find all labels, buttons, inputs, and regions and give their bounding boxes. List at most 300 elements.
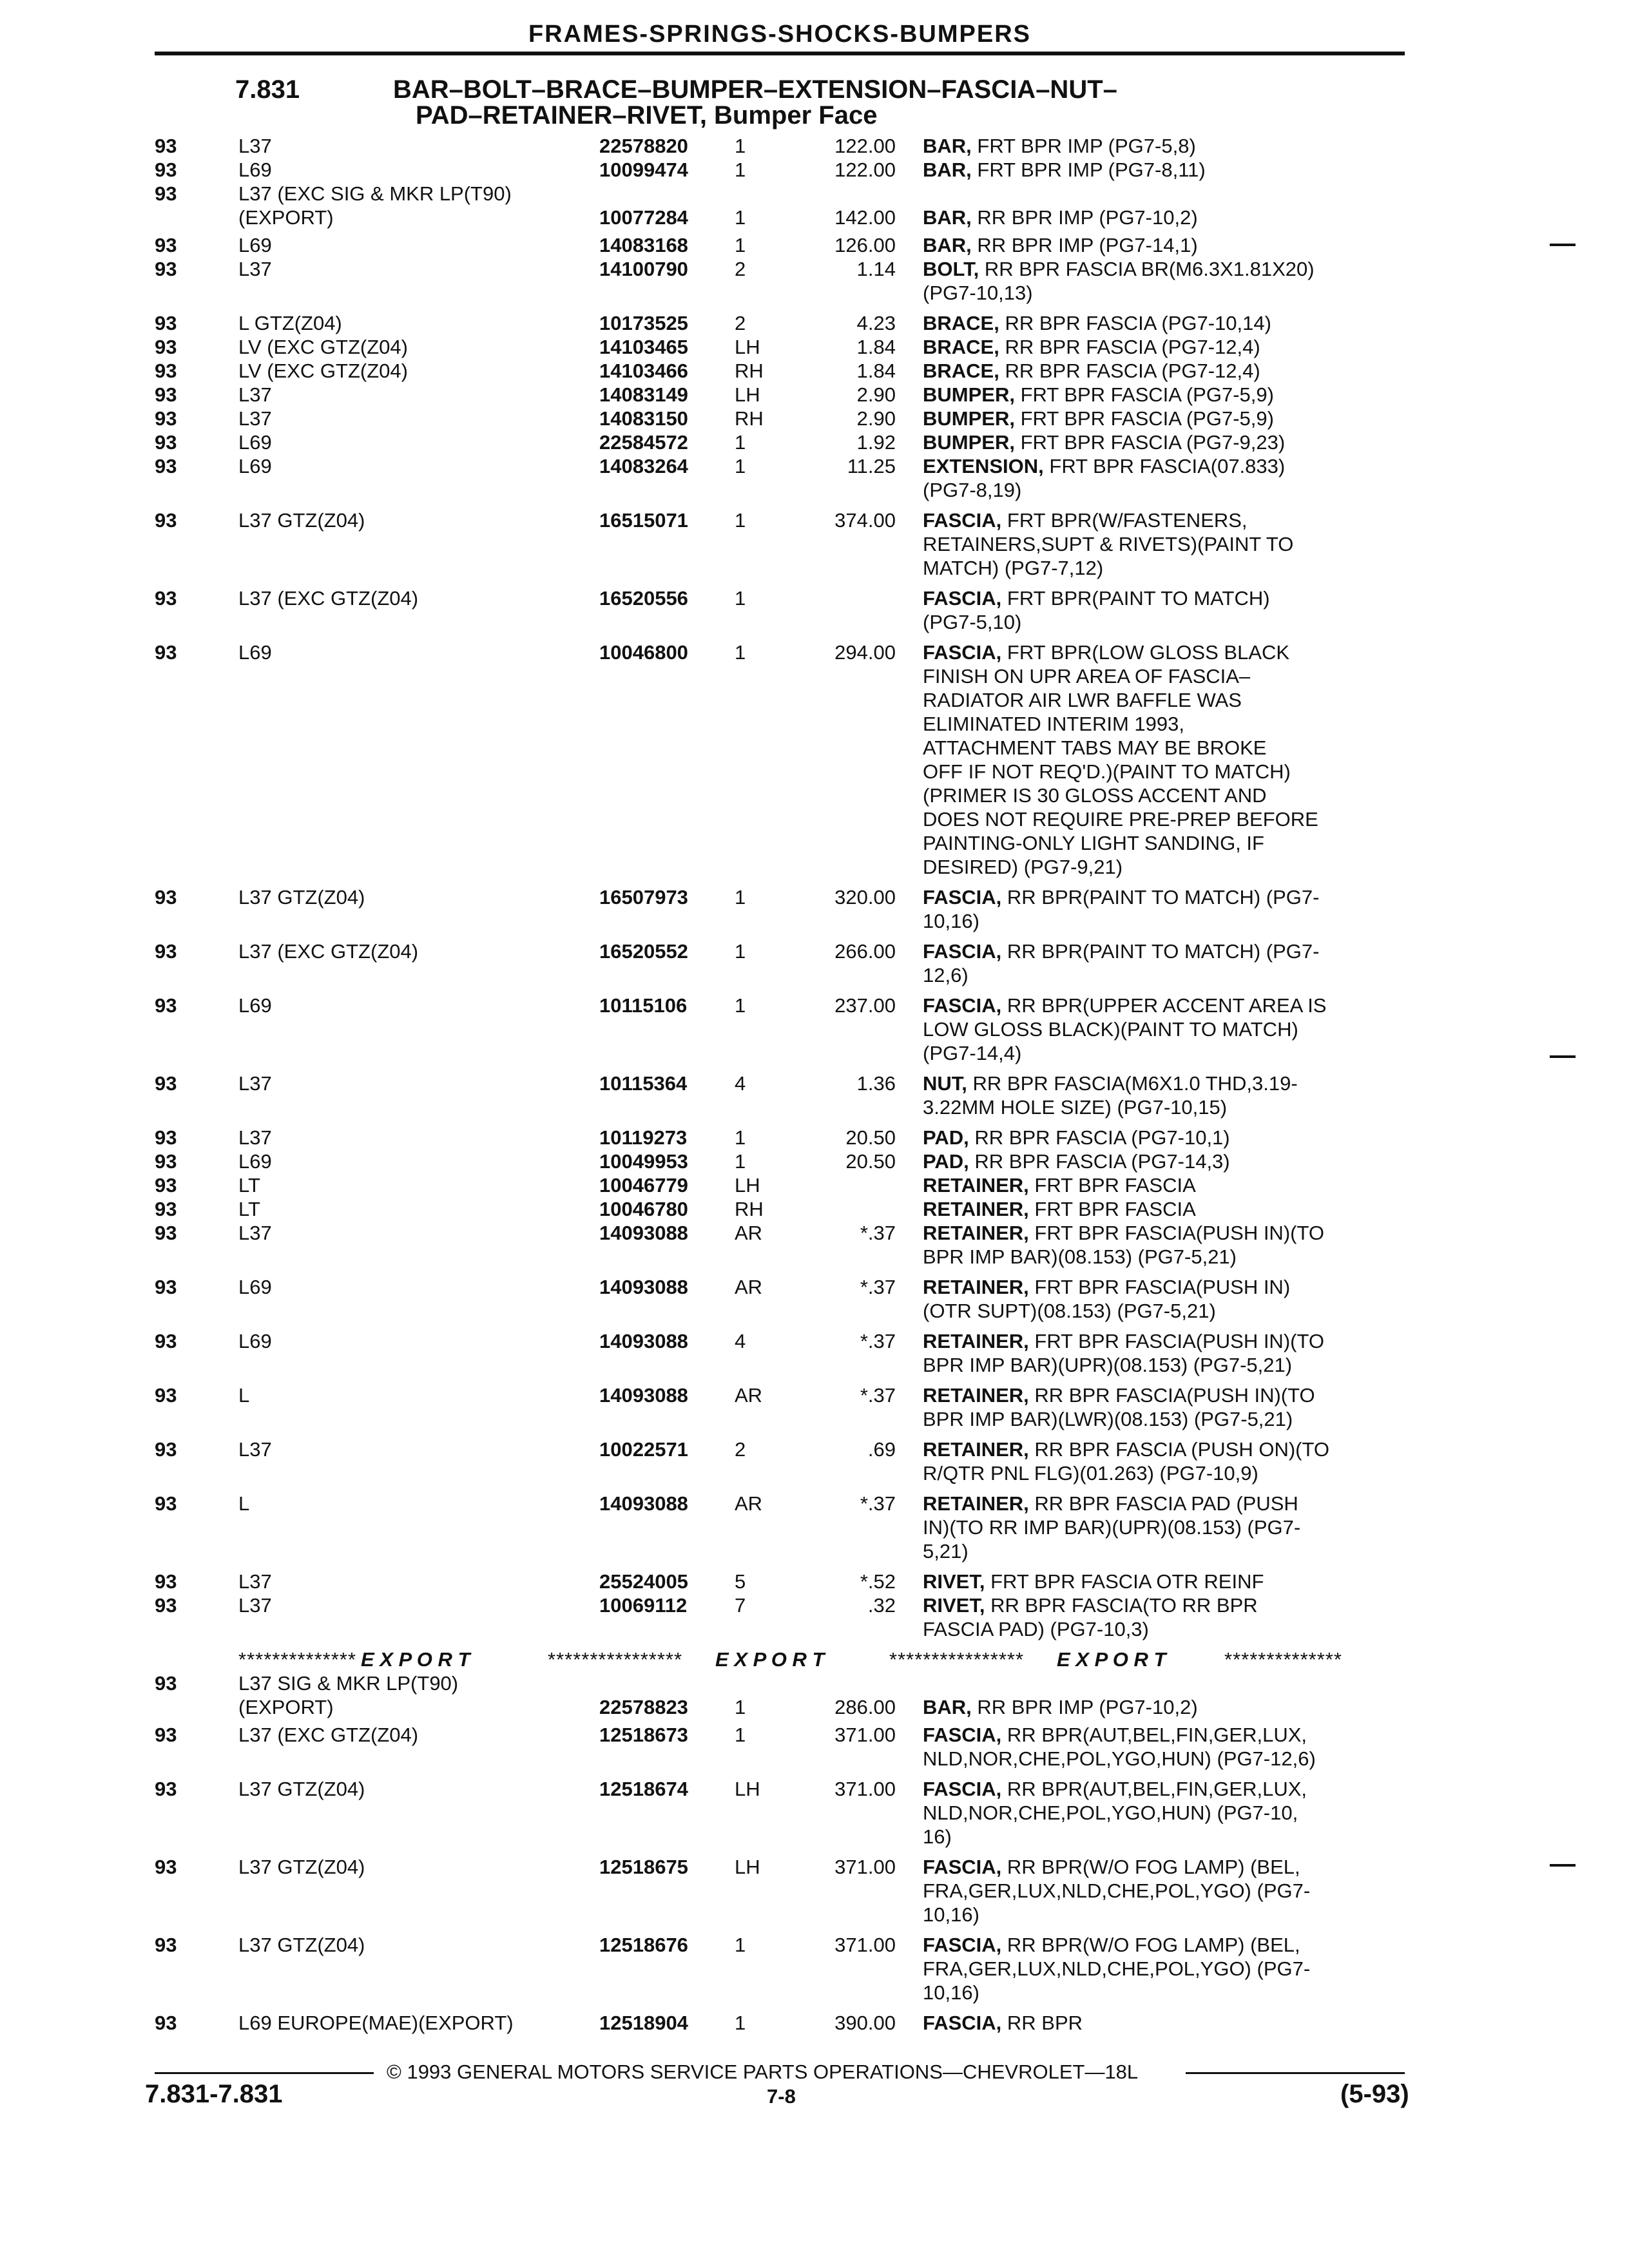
quantity: 1 <box>735 1724 746 1746</box>
part-description <box>923 1383 1403 1431</box>
price: 126.00 <box>834 234 896 256</box>
description-text: RR BPR IMP (PG7-10,2) <box>977 1696 1198 1718</box>
description-text: NLD,NOR,CHE,POL,YGO,HUN) (PG7-10, <box>923 1802 1298 1824</box>
table-row <box>0 2011 1629 2035</box>
model-code-line: L69 <box>238 234 272 256</box>
description-line <box>923 807 1403 831</box>
part-description <box>923 1695 1403 1719</box>
model-code <box>238 586 590 610</box>
description-line <box>923 1933 1403 1957</box>
model-code <box>238 1126 590 1149</box>
description-line <box>923 736 1403 760</box>
model-code-line: L37 (EXC GTZ(Z04) <box>238 940 419 963</box>
model-code <box>238 508 590 532</box>
description-text: (PG7-5,10) <box>923 611 1022 633</box>
part-number: 14093088 <box>599 1222 688 1244</box>
description-text: FRT BPR IMP (PG7-8,11) <box>977 159 1206 181</box>
model-code <box>238 182 590 229</box>
table-row <box>0 1777 1629 1855</box>
page-header <box>155 19 1405 55</box>
description-text: 10,16) <box>923 1981 979 2004</box>
quantity: 1 <box>735 206 746 229</box>
model-code-line: L69 <box>238 431 272 454</box>
description-text: FRT BPR FASCIA (PG7-9,23) <box>1020 431 1286 454</box>
model-year: 93 <box>155 509 177 532</box>
table-row <box>0 1593 1629 1648</box>
description-text: RR BPR FASCIA(M6X1.0 THD,3.19- <box>972 1072 1298 1095</box>
quantity: LH <box>735 1856 760 1878</box>
price: 11.25 <box>847 455 896 477</box>
quantity: 1 <box>735 641 746 664</box>
description-text: RR BPR(UPPER ACCENT AREA IS <box>1007 994 1327 1017</box>
table-row <box>0 1437 1629 1492</box>
margin-mark <box>1550 244 1576 246</box>
description-line <box>923 478 1403 502</box>
model-code <box>238 1777 590 1801</box>
description-line <box>923 1329 1403 1353</box>
quantity: 1 <box>735 940 746 963</box>
export-label: E X P O R T <box>1057 1648 1166 1671</box>
description-text: BPR IMP BAR)(08.153) (PG7-5,21) <box>923 1245 1237 1268</box>
part-description <box>923 1126 1403 1149</box>
description-text: RR BPR(AUT,BEL,FIN,GER,LUX, <box>1007 1778 1307 1800</box>
description-line <box>923 1461 1403 1485</box>
part-name: RETAINER, <box>923 1492 1029 1515</box>
description-line <box>923 1017 1403 1041</box>
description-text: RR BPR IMP (PG7-10,2) <box>977 206 1198 229</box>
part-name: BAR, <box>923 1696 972 1718</box>
part-name: RIVET, <box>923 1594 985 1617</box>
description-text: RR BPR FASCIA (PG7-12,4) <box>1005 360 1260 382</box>
quantity: 1 <box>735 431 746 454</box>
description-text: FRT BPR FASCIA(PUSH IN)(TO <box>1034 1330 1324 1352</box>
model-code-line: LT <box>238 1174 260 1196</box>
model-year: 93 <box>155 1276 177 1298</box>
model-code-line: L <box>238 1492 250 1515</box>
model-year: 93 <box>155 383 177 406</box>
model-year: 93 <box>155 1384 177 1407</box>
part-description <box>923 1072 1403 1119</box>
model-code <box>238 233 590 257</box>
part-description <box>923 158 1403 182</box>
part-name: PAD, <box>923 1126 969 1149</box>
quantity: AR <box>735 1222 763 1244</box>
model-code <box>238 383 590 407</box>
model-year: 93 <box>155 2012 177 2034</box>
description-line <box>923 2011 1403 2035</box>
price: *.37 <box>860 1222 896 1244</box>
part-number: 16520552 <box>599 940 688 963</box>
table-row <box>0 407 1629 430</box>
model-year: 93 <box>155 234 177 256</box>
description-text: FRT BPR FASCIA <box>1034 1198 1196 1220</box>
export-divider <box>0 1648 1629 1671</box>
footer-date: (5-93) <box>1340 2080 1409 2108</box>
description-line <box>923 1437 1403 1461</box>
description-text: ELIMINATED INTERIM 1993, <box>923 713 1184 735</box>
description-line <box>923 994 1403 1017</box>
footer-section-range: 7.831-7.831 <box>145 2080 283 2108</box>
part-number: 16507973 <box>599 886 688 908</box>
price: *.37 <box>860 1492 896 1515</box>
description-text: RR BPR(W/O FOG LAMP) (BEL, <box>1007 1856 1300 1878</box>
description-line <box>923 1299 1403 1323</box>
model-code-line: L37 <box>238 1126 272 1149</box>
part-number: 14093088 <box>599 1330 688 1352</box>
part-number: 10022571 <box>599 1438 688 1461</box>
description-text: RR BPR <box>1007 2012 1083 2034</box>
quantity: 7 <box>735 1594 746 1617</box>
part-name: RIVET, <box>923 1570 985 1593</box>
table-row <box>0 359 1629 383</box>
part-description <box>923 1855 1403 1927</box>
table-row <box>0 1723 1629 1777</box>
description-text: FRA,GER,LUX,NLD,CHE,POL,YGO) (PG7- <box>923 1957 1311 1980</box>
part-description <box>923 257 1403 305</box>
description-line <box>923 430 1403 454</box>
part-name: BRACE, <box>923 336 999 358</box>
quantity: 1 <box>735 2012 746 2034</box>
model-code-line: LT <box>238 1198 260 1220</box>
description-text: RADIATOR AIR LWR BAFFLE WAS <box>923 689 1242 711</box>
description-text: MATCH) (PG7-7,12) <box>923 557 1104 579</box>
model-year: 93 <box>155 587 177 610</box>
table-row <box>0 430 1629 454</box>
model-year: 93 <box>155 1570 177 1593</box>
model-year: 93 <box>155 312 177 334</box>
model-code <box>238 454 590 478</box>
model-code <box>238 1275 590 1299</box>
description-text: RR BPR FASCIA PAD (PUSH <box>1034 1492 1298 1515</box>
price: .69 <box>867 1438 896 1461</box>
description-text: RR BPR(AUT,BEL,FIN,GER,LUX, <box>1007 1724 1307 1746</box>
model-year: 93 <box>155 1492 177 1515</box>
quantity: 2 <box>735 258 746 280</box>
description-line <box>923 1515 1403 1539</box>
part-name: RETAINER, <box>923 1330 1029 1352</box>
description-text: FRT BPR FASCIA(PUSH IN)(TO <box>1034 1222 1324 1244</box>
description-line <box>923 1879 1403 1903</box>
description-text: RR BPR FASCIA (PG7-10,1) <box>974 1126 1230 1149</box>
quantity: LH <box>735 1778 760 1800</box>
part-number: 14083168 <box>599 234 688 256</box>
quantity: 1 <box>735 234 746 256</box>
price: *.52 <box>860 1570 896 1593</box>
model-code-line: (EXPORT) <box>238 206 334 229</box>
description-line <box>923 855 1403 879</box>
table-row <box>0 640 1629 885</box>
price: 371.00 <box>834 1724 896 1746</box>
part-description <box>923 994 1403 1065</box>
quantity: AR <box>735 1276 763 1298</box>
part-name: RETAINER, <box>923 1174 1029 1196</box>
table-row <box>0 885 1629 939</box>
model-year: 93 <box>155 258 177 280</box>
part-name: RETAINER, <box>923 1438 1029 1461</box>
price: 2.90 <box>856 407 896 430</box>
table-row <box>0 1492 1629 1570</box>
header-rule <box>155 52 1405 55</box>
description-text: NLD,NOR,CHE,POL,YGO,HUN) (PG7-12,6) <box>923 1747 1316 1770</box>
part-name: FASCIA, <box>923 1724 1002 1746</box>
margin-mark <box>1550 1055 1576 1058</box>
part-number: 12518674 <box>599 1778 688 1800</box>
price: 122.00 <box>834 159 896 181</box>
part-description <box>923 1221 1403 1269</box>
description-text: RR BPR FASCIA(TO RR BPR <box>990 1594 1258 1617</box>
quantity: AR <box>735 1384 763 1407</box>
model-code <box>238 1855 590 1879</box>
part-number: 25524005 <box>599 1570 688 1593</box>
description-line <box>923 783 1403 807</box>
description-line <box>923 664 1403 688</box>
model-code-line: L37 <box>238 1570 272 1593</box>
part-number: 10099474 <box>599 159 688 181</box>
description-line <box>923 1173 1403 1197</box>
table-row <box>0 1570 1629 1593</box>
section-title-line1: BAR–BOLT–BRACE–BUMPER–EXTENSION–FASCIA–NUT– <box>393 75 1117 104</box>
part-description <box>923 1492 1403 1563</box>
part-number: 14103466 <box>599 360 688 382</box>
part-number: 14093088 <box>599 1384 688 1407</box>
description-text: (PG7-14,4) <box>923 1042 1022 1064</box>
quantity: AR <box>735 1492 763 1515</box>
quantity: 4 <box>735 1330 746 1352</box>
model-year: 93 <box>155 360 177 382</box>
price: 1.36 <box>856 1072 896 1095</box>
page-title: FRAMES-SPRINGS-SHOCKS-BUMPERS <box>528 21 1032 48</box>
model-code <box>238 1197 590 1221</box>
part-number: 10069112 <box>599 1594 688 1617</box>
model-code-line: L69 <box>238 641 272 664</box>
model-code-line: (EXPORT) <box>238 1696 334 1718</box>
model-code-line: LV (EXC GTZ(Z04) <box>238 336 408 358</box>
part-description <box>923 939 1403 987</box>
footer-copyright: © 1993 GENERAL MOTORS SERVICE PARTS OPERATIONS—CHEVROLET—18L <box>387 2061 1139 2083</box>
model-year: 93 <box>155 1724 177 1746</box>
quantity: 5 <box>735 1570 746 1593</box>
part-name: FASCIA, <box>923 641 1002 664</box>
model-year: 93 <box>155 336 177 358</box>
price: 20.50 <box>845 1126 896 1149</box>
model-code <box>238 134 590 158</box>
model-code-line: L37 (EXC GTZ(Z04) <box>238 1724 419 1746</box>
description-line <box>923 454 1403 478</box>
description-line <box>923 1777 1403 1801</box>
description-text: FRT BPR(W/FASTENERS, <box>1007 509 1248 532</box>
model-code <box>238 335 590 359</box>
part-description <box>923 1570 1403 1593</box>
model-year: 93 <box>155 940 177 963</box>
description-text: RR BPR FASCIA (PG7-14,3) <box>974 1150 1230 1173</box>
export-stars: **************** <box>548 1648 683 1671</box>
table-row <box>0 586 1629 640</box>
part-name: BAR, <box>923 135 972 157</box>
quantity: LH <box>735 336 760 358</box>
description-text: 12,6) <box>923 964 969 986</box>
table-row <box>0 939 1629 994</box>
price: 286.00 <box>834 1696 896 1718</box>
part-name: FASCIA, <box>923 1778 1002 1800</box>
description-line <box>923 1353 1403 1377</box>
price: 20.50 <box>845 1150 896 1173</box>
description-line <box>923 1825 1403 1849</box>
part-description <box>923 1593 1403 1641</box>
description-line <box>923 1095 1403 1119</box>
part-name: BUMPER, <box>923 407 1015 430</box>
part-number: 22584572 <box>599 431 688 454</box>
part-number: 12518675 <box>599 1856 688 1878</box>
description-text: PAINTING-ONLY LIGHT SANDING, IF <box>923 832 1264 854</box>
part-name: BRACE, <box>923 312 999 334</box>
model-code-line: LV (EXC GTZ(Z04) <box>238 360 408 382</box>
part-number: 10046779 <box>599 1174 688 1196</box>
description-line <box>923 1723 1403 1747</box>
model-year: 93 <box>155 886 177 908</box>
price: 294.00 <box>834 641 896 664</box>
part-name: BRACE, <box>923 360 999 382</box>
price: 237.00 <box>834 994 896 1017</box>
part-description <box>923 233 1403 257</box>
model-year: 93 <box>155 455 177 477</box>
model-year: 93 <box>155 182 177 205</box>
description-line <box>923 1539 1403 1563</box>
price: *.37 <box>860 1384 896 1407</box>
part-number: 10115106 <box>599 994 688 1017</box>
model-code-line: L37 (EXC GTZ(Z04) <box>238 587 419 610</box>
description-line <box>923 1593 1403 1617</box>
quantity: LH <box>735 383 760 406</box>
model-code <box>238 1593 590 1617</box>
description-line <box>923 1981 1403 2004</box>
part-number: 10119273 <box>599 1126 688 1149</box>
quantity: LH <box>735 1174 760 1196</box>
table-row <box>0 182 1629 233</box>
description-line <box>923 963 1403 987</box>
description-line <box>923 1072 1403 1095</box>
price: 320.00 <box>834 886 896 908</box>
model-code-line: L37 <box>238 1072 272 1095</box>
quantity: RH <box>735 407 764 430</box>
description-line <box>923 1903 1403 1927</box>
model-code-line: L37 (EXC SIG & MKR LP(T90) <box>238 182 512 205</box>
price: 374.00 <box>834 509 896 532</box>
description-text: FRT BPR IMP (PG7-5,8) <box>977 135 1196 157</box>
model-code-line: L37 <box>238 407 272 430</box>
part-number: 16515071 <box>599 509 688 532</box>
part-description <box>923 383 1403 407</box>
price: 1.92 <box>856 431 896 454</box>
model-code <box>238 1072 590 1095</box>
description-line <box>923 939 1403 963</box>
part-number: 12518904 <box>599 2012 688 2034</box>
part-number: 10046780 <box>599 1198 688 1220</box>
part-description <box>923 640 1403 879</box>
model-code-line: L37 <box>238 1438 272 1461</box>
description-line <box>923 257 1403 281</box>
part-name: FASCIA, <box>923 940 1002 963</box>
export-stars: ************** <box>1224 1648 1342 1671</box>
model-code <box>238 1671 590 1719</box>
part-number: 14100790 <box>599 258 688 280</box>
model-year: 93 <box>155 159 177 181</box>
description-text: RR BPR FASCIA (PUSH ON)(TO <box>1034 1438 1329 1461</box>
part-description <box>923 1149 1403 1173</box>
description-text: IN)(TO RR IMP BAR)(UPR)(08.153) (PG7- <box>923 1516 1301 1539</box>
description-line <box>923 688 1403 712</box>
price: 371.00 <box>834 1856 896 1878</box>
part-description <box>923 430 1403 454</box>
table-row <box>0 257 1629 311</box>
part-number: 14093088 <box>599 1492 688 1515</box>
table-row <box>0 311 1629 335</box>
model-code <box>238 158 590 182</box>
part-description <box>923 311 1403 335</box>
description-text: RR BPR(PAINT TO MATCH) (PG7- <box>1007 940 1320 963</box>
part-number: 14083150 <box>599 407 688 430</box>
model-code <box>238 1933 590 1957</box>
model-code <box>238 407 590 430</box>
model-code <box>238 1221 590 1245</box>
description-text: BPR IMP BAR)(LWR)(08.153) (PG7-5,21) <box>923 1408 1293 1430</box>
part-number: 12518673 <box>599 1724 688 1746</box>
part-number: 10115364 <box>599 1072 688 1095</box>
section-number: 7.831 <box>235 75 300 104</box>
part-description <box>923 885 1403 933</box>
model-code-line: L69 <box>238 994 272 1017</box>
description-line <box>923 1570 1403 1593</box>
description-text: RR BPR IMP (PG7-14,1) <box>977 234 1198 256</box>
part-name: RETAINER, <box>923 1384 1029 1407</box>
quantity: 1 <box>735 587 746 610</box>
description-line <box>923 1617 1403 1641</box>
description-text: 10,16) <box>923 910 979 932</box>
description-text: FRA,GER,LUX,NLD,CHE,POL,YGO) (PG7- <box>923 1879 1311 1902</box>
part-name: BOLT, <box>923 258 979 280</box>
table-row <box>0 454 1629 508</box>
part-name: RETAINER, <box>923 1276 1029 1298</box>
model-code-line: L37 GTZ(Z04) <box>238 509 365 532</box>
quantity: 4 <box>735 1072 746 1095</box>
part-number: 16520556 <box>599 587 688 610</box>
description-text: FRT BPR FASCIA(07.833) <box>1049 455 1286 477</box>
model-code <box>238 885 590 909</box>
description-text: 5,21) <box>923 1540 969 1562</box>
model-code <box>238 430 590 454</box>
model-year: 93 <box>155 1856 177 1878</box>
description-line <box>923 383 1403 407</box>
description-text: (PG7-8,19) <box>923 479 1022 501</box>
price: 1.14 <box>856 258 896 280</box>
description-line <box>923 712 1403 736</box>
model-year: 93 <box>155 431 177 454</box>
description-text: FRT BPR(LOW GLOSS BLACK <box>1007 641 1290 664</box>
description-line <box>923 760 1403 783</box>
part-description <box>923 407 1403 430</box>
model-year: 93 <box>155 1198 177 1220</box>
description-line <box>923 1801 1403 1825</box>
quantity: 1 <box>735 1150 746 1173</box>
model-code-line: L37 <box>238 1594 272 1617</box>
part-name: BAR, <box>923 234 972 256</box>
part-name: BUMPER, <box>923 383 1015 406</box>
model-year: 93 <box>155 1778 177 1800</box>
description-line <box>923 1149 1403 1173</box>
description-line <box>923 640 1403 664</box>
model-code-line: L37 GTZ(Z04) <box>238 1856 365 1878</box>
quantity: 1 <box>735 455 746 477</box>
part-number: 14083149 <box>599 383 688 406</box>
